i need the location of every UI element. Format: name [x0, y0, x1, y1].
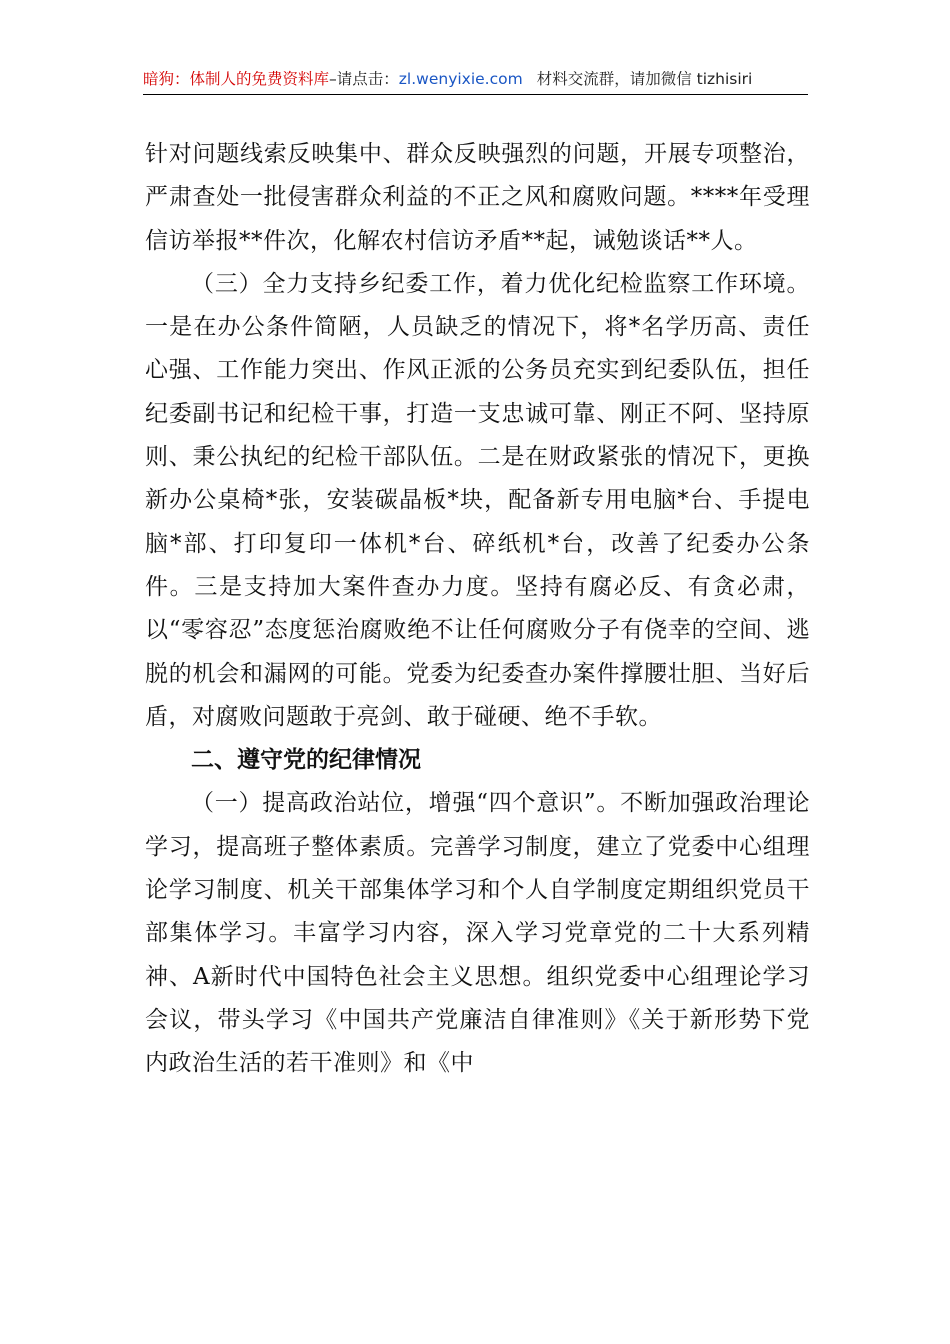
- paragraph-continuation: 针对问题线索反映集中、群众反映强烈的问题，开展专项整治，严肃查处一批侵害群众利益的不正之风和腐败问题。****年受理信访举报**件次，化解农村信访矛盾**起，诫勉谈话**人。: [145, 141, 810, 254]
- header-contact: 材料交流群，请加微信 tizhisiri: [536, 70, 753, 88]
- document-body: [145, 133, 810, 1086]
- paragraph-section-three: （三）全力支持乡纪委工作，着力优化纪检监察工作环境。一是在办公条件简陋，人员缺乏的情况下，将*名学历高、责任心强、工作能力突出、作风正派的公务员充实到纪委队伍，担任纪委副书记和纪检干事，打造一支忠诚可靠、刚正不阿、坚持原则、秉公执纪的纪检干部队伍。二是在财政紧张的情况下，更换新办公桌椅*张，安装碳晶板*块，配备新专用电脑*台、手提电脑*部、打印复印一体机*台、碎纸机*台，改善了纪委办公条件。三是支持加大案件查办力度。坚持有腐必反、有贪必肃，以“零容忍”态度惩治腐败绝不让任何腐败分子有侥幸的空间、逃脱的机会和漏网的可能。党委为纪委查办案件撑腰壮胆、当好后盾，对腐败问题敢于亮剑、敢于碰硬、绝不手软。: [145, 270, 810, 730]
- header-brand: 暗狗：体制人的免费资料库: [143, 70, 330, 88]
- section-heading: 二、遵守党的纪律情况: [191, 747, 421, 774]
- page-header: [143, 64, 808, 95]
- paragraph-political-standing: （一）提高政治站位，增强“四个意识”。不断加强政治理论学习，提高班子整体素质。完善学习制度，建立了党委中心组理论学习制度、机关干部集体学习和个人自学制度定期组织党员干部集体学习。丰富学习内容，深入学习党章党的二十大系列精神、A新时代中国特色社会主义思想。组织党委中心组理论学习会议，带头学习《中国共产党廉洁自律准则》《关于新形势下党内政治生活的若干准则》和《中: [145, 790, 810, 1077]
- header-prompt: –请点击：: [329, 70, 399, 88]
- header-link[interactable]: zl.wenyixie.com: [398, 70, 523, 88]
